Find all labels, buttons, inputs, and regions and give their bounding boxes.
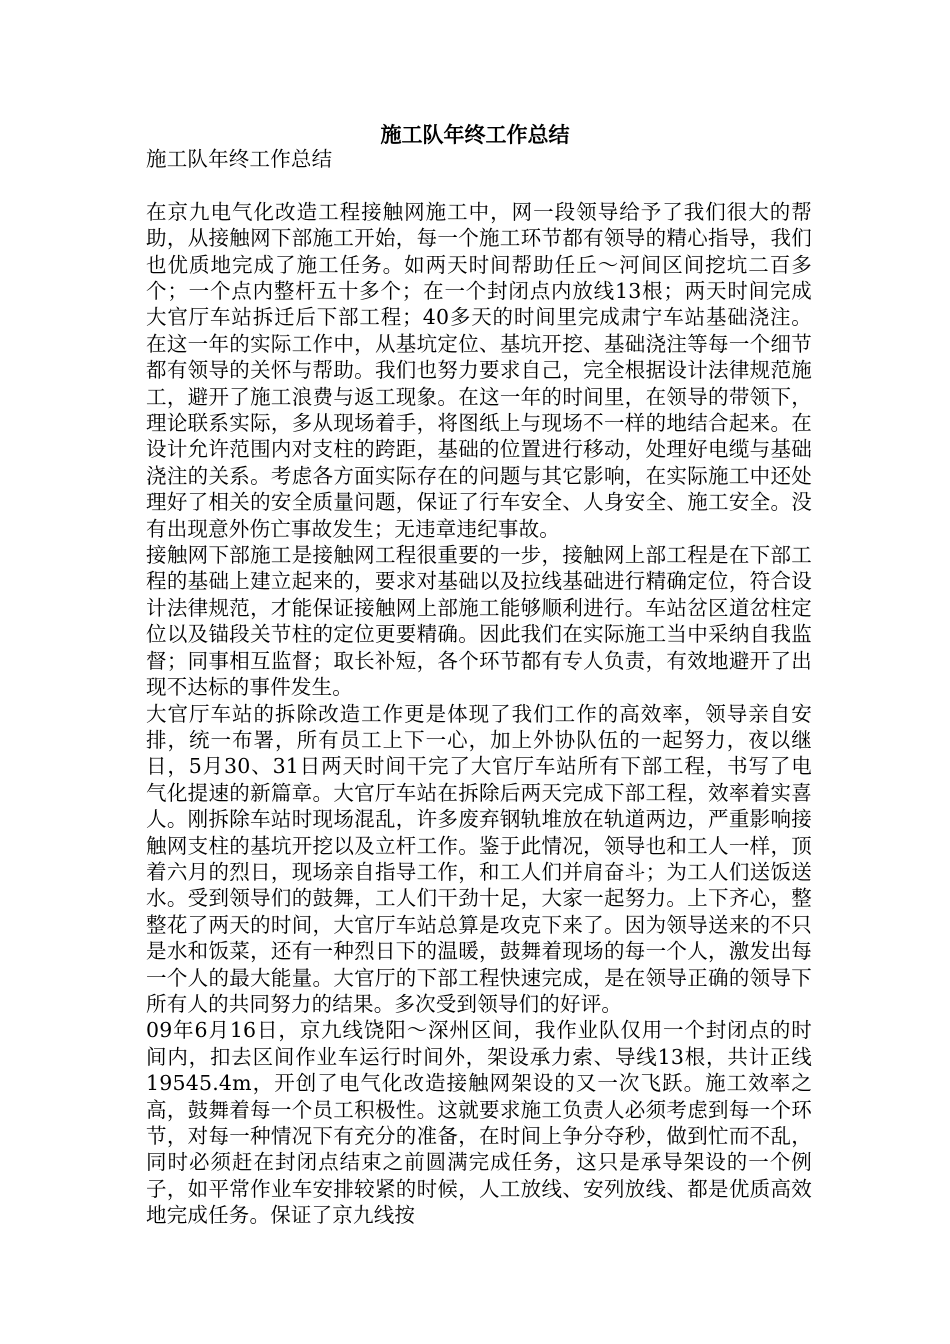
document-subtitle: 施工队年终工作总结 (146, 147, 333, 171)
paragraph-3: 大官厅车站的拆除改造工作更是体现了我们工作的高效率，领导亲自安排，统一布署，所有员工上下一心，加上外协队伍的一起努力，夜以继日，5月30、31日两天时间干完了大官厅车站所有下部工程，书写了电气化提速的新篇章。大官厅车站在拆除后两天完成下部工程，效率着实喜人。刚拆除车站时现场混乱，许多废弃钢轨堆放在轨道两边，严重影响接触网支柱的基坑开挖以及立杆工作。鉴于此情况，领导也和工人一样，顶着六月的烈日，现场亲自指导工作，和工人们并肩奋斗；为工人们送饭送水。受到领导们的鼓舞，工人们干劲十足，大家一起努力。上下齐心，整整花了两天的时间，大官厅车站总算是攻克下来了。因为领导送来的不只是水和饭菜，还有一种烈日下的温暖，鼓舞着现场的每一个人，激发出每一个人的最大能量。大官厅的下部工程快速完成，是在领导正确的领导下所有人的共同努力的结果。多次受到领导们的好评。 (146, 701, 812, 1016)
paragraph-4: 09年6月16日，京九线饶阳～深州区间，我作业队仅用一个封闭点的时间内，扣去区间作业车运行时间外，架设承力索、导线13根，共计正线19545.4m，开创了电气化改造接触网架设的又一次飞跃。施工效率之高，鼓舞着每一个员工积极性。这就要求施工负责人必须考虑到每一个环节，对每一种情况下有充分的准备，在时间上争分夺秒，做到忙而不乱，同时必须赶在封闭点结束之前圆满完成任务，这只是承导架设的一个例子，如平常作业车安排较紧的时候，人工放线、安列放线、都是优质高效地完成任务。保证了京九线按 (146, 1018, 812, 1228)
paragraph-1: 在京九电气化改造工程接触网施工中，网一段领导给予了我们很大的帮助，从接触网下部施工开始，每一个施工环节都有领导的精心指导，我们也优质地完成了施工任务。如两天时间帮助任丘～河间区间挖坑二百多个；一个点内整杆五十多个；在一个封闭点内放线13根；两天时间完成大官厅车站拆迁后下部工程；40多天的时间里完成肃宁车站基础浇注。在这一年的实际工作中，从基坑定位、基坑开挖、基础浇注等每一个细节都有领导的关怀与帮助。我们也努力要求自己，完全根据设计法律规范施工，避开了施工浪费与返工现象。在这一年的时间里，在领导的带领下，理论联系实际，多从现场着手，将图纸上与现场不一样的地结合起来。在设计允许范围内对支柱的跨距，基础的位置进行移动，处理好电缆与基础浇注的关系。考虑各方面实际存在的问题与其它影响，在实际施工中还处理好了相关的安全质量问题，保证了行车安全、人身安全、施工安全。没有出现意外伤亡事故发生；无违章违纪事故。 (146, 199, 812, 541)
document-title: 施工队年终工作总结 (380, 122, 570, 147)
document-body (146, 146, 812, 1229)
paragraph-2: 接触网下部施工是接触网工程很重要的一步，接触网上部工程是在下部工程的基础上建立起来的，要求对基础以及拉线基础进行精确定位，符合设计法律规范，才能保证接触网上部施工能够顺利进行。车站岔区道岔柱定位以及锚段关节柱的定位更要精确。因此我们在实际施工当中采纳自我监督；同事相互监督；取长补短，各个环节都有专人负责，有效地避开了出现不达标的事件发生。 (146, 543, 812, 700)
blank-line (146, 172, 812, 198)
